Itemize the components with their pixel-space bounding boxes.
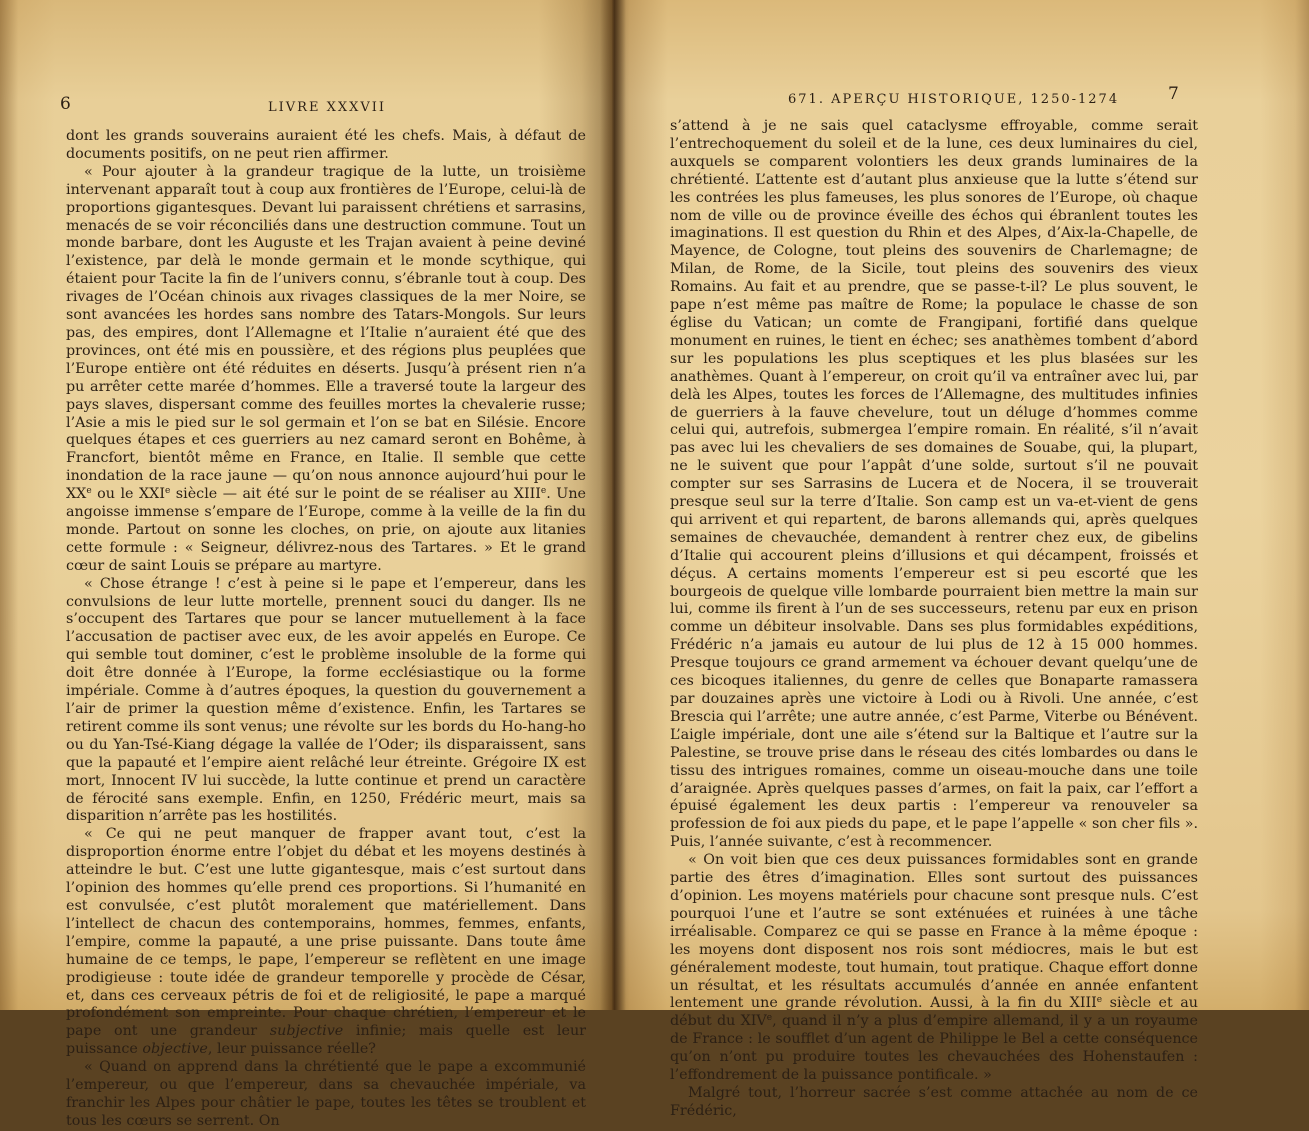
running-head: 671. APERÇU HISTORIQUE, 1250-1274: [788, 92, 1120, 107]
body-text: [670, 118, 1198, 1121]
paragraph: « Chose étrange ! c’est à peine si le pape et l’empereur, dans les convulsions de leur lutte mortelle, prennent souci du danger. Ils ne s’occupent des Tartares que pour se lancer mutuellement à la face l’accusation de pactiser avec eux, de les avoir appelés en Europe. Ce qui semble tout dominer, c’est le problème insoluble de la forme qui doit être donnée à l’Europe, la forme ecclésiastique ou la forme impériale. Comme à d’autres époques, la question du gouvernement a l’air de primer la question même d’existence. Enfin, les Tartares se retirent comme ils sont venus; une révolte sur les bords du Ho-hang-ho ou du Yan-Tsé-Kiang dégage la vallée de l’Oder; ils disparaissent, sans que la papauté et l’empire aient relâché leur étreinte. Grégoire IX est mort, Innocent IV lui succède, la lutte continue et prend un caractère de férocité sans exemple. Enfin, en 1250, Frédéric meurt, mais sa disparition n’arrête pas les hostilités.: [66, 575, 586, 825]
body-text: [66, 128, 586, 1131]
paragraph: « Quand on apprend dans la chrétienté que le pape a excommunié l’empereur, ou que l’empereur, dans sa chevauchée impériale, va franchir les Alpes pour châtier le pape, toutes les têtes se troublent et tous les cœurs se serrent. On: [66, 1059, 586, 1129]
page-number: 7: [1168, 84, 1179, 104]
left-page: [0, 0, 612, 1129]
paragraph: « On voit bien que ces deux puissances formidables sont en grande partie des êtres d’imagination. Elles sont surtout des puissances d’opinion. Les moyens matériels pour chacune sont presque nuls. C’est pourquoi l’une et l’autre se sont exténuées et ruinées à une tâche irréalisable. Comparez ce qui se passe en France à la même époque : les moyens dont disposent nos rois sont médiocres, mais le but est généralement modeste, tout humain, tout pratique. Chaque effort donne un résultat, et les résultats accumulés d’année en année enfantent lentement une grande révolution. Aussi, à la fin du XIIIe siècle et au début du XIVe, quand il n’y a plus d’empire allemand, il y a un royaume de France : le soufflet d’un agent de Philippe le Bel a cette conséquence qu’on n’ont pu produire toutes les chevauchées des Hohenstaufen : l’effondrement de la puissance pontificale. »: [670, 852, 1198, 1084]
paragraph: « Ce qui ne peut manquer de frapper avant tout, c’est la disproportion énorme entre l’objet du débat et les moyens destinés à atteindre le but. C’est une lutte gigantesque, mais c’est surtout dans l’opinion des hommes qu’elle prend ces proportions. Si l’humanité en est convulsée, c’est plutôt moralement que matériellement. Dans l’intellect de chacun des contemporains, hommes, femmes, enfants, l’empire, comme la papauté, a une prise puissante. Dans toute âme humaine de ce temps, le pape, l’empereur se reflètent en une image prodigieuse : toute idée de grandeur temporelle y procède de César, et, dans ces cerveaux pétris de foi et de religiosité, le pape a marqué profondément son empreinte. Pour chaque chrétien, l’empereur et le pape ont une grandeur subjective infinie; mais quelle est leur puissance objective, leur puissance réelle?: [66, 826, 586, 1058]
paragraph: « Pour ajouter à la grandeur tragique de la lutte, un troisième intervenant apparaît tout à coup aux frontières de l’Europe, celui-là de proportions gigantesques. Devant lui paraissent chrétiens et sarrasins, menacés de se voir réconciliés dans une destruction commune. Tout un monde barbare, dont les Auguste et les Trajan avaient à peine deviné l’existence, par delà le monde germain et le monde scythique, qui étaient pour Tacite la fin de l’univers connu, s’ébranle tout à coup. Des rivages de l’Océan chinois aux rivages classiques de la mer Noire, se sont avancées les hordes sans nombre des Tatars-Mongols. Sur leurs pas, des empires, dont l’Allemagne et l’Italie n’auraient été que des provinces, ont été mis en poussière, et des régions plus peuplées que l’Europe entière ont été réduites en déserts. Jusqu’à présent rien n’a pu arrêter cette marée d’hommes. Elle a traversé toute la largeur des pays slaves, dispersant comme des feuilles mortes la chevalerie russe; l’Asie a mis le pied sur le sol germain et l’on se bat en Silésie. Encore quelques étapes et ces guerriers au nez camard seront en Bohême, à Francfort, bientôt même en France, en Italie. Il semble que cette inondation de la race jaune — qu’on nous annonce aujourd’hui pour le XXe ou le XXIe siècle — ait été sur le point de se réaliser au XIIIe. Une angoisse immense s’empare de l’Europe, comme à la veille de la fin du monde. Partout on sonne les cloches, on prie, on ajoute aux litanies cette formule : « Seigneur, délivrez-nous des Tartares. » Et le grand cœur de saint Louis se prépare au martyre.: [66, 163, 586, 574]
paragraph: s’attend à je ne sais quel cataclysme effroyable, comme serait l’entrechoquement du soleil et de la lune, ces deux luminaires du ciel, auxquels se comparent volontiers les deux grands luminaires de la chrétienté. L’attente est d’autant plus anxieuse que la lutte s’étend sur les contrées les plus fameuses, les plus sonores de l’Europe, où chaque nom de ville ou de province éveille des échos qui ébranlent toutes les imaginations. Il est question du Rhin et des Alpes, d’Aix-la-Chapelle, de Mayence, de Cologne, tout pleins des souvenirs de Charlemagne; de Milan, de Rome, de la Sicile, tout pleins des souvenirs des vieux Romains. Au fait et au prendre, que se passe-t-il? Le plus souvent, le pape n’est même pas maître de Rome; la populace le chasse de son église du Vatican; un comte de Frangipani, fortifié dans quelque monument en ruines, le tient en échec; ses anathèmes tombent d’abord sur les populations les plus sceptiques et les plus blasées sur les anathèmes. Quant à l’empereur, on croit qu’il va entraîner avec lui, par delà les Alpes, toutes les forces de l’Allemagne, des multitudes infinies de guerriers à la fauve chevelure, tout un déluge d’hommes comme celui qui, autrefois, submergea l’empire romain. En réalité, s’il n’avait pas avec lui les chevaliers de ses domaines de Souabe, qui, la plupart, ne le suivent que pour l’appât d’une solde, surtout s’il ne pouvait compter sur ses Sarrasins de Lucera et de Nocera, il se trouverait presque seul sur la terre d’Italie. Son camp est un va-et-vient de gens qui arrivent et qui repartent, de barons allemands qui, après quelques semaines de chevauchée, demandent à rentrer chez eux, de gibelins d’Italie qui accourent pleins d’illusions et qui décampent, froissés et déçus. A certains moments l’empereur est si peu escorté que les bourgeois de quelque ville lombarde pourraient bien mettre la main sur lui, comme ils firent à l’un de ses successeurs, retenu par eux en prison comme un débiteur insolvable. Dans ses plus formidables expéditions, Frédéric n’a jamais eu autour de lui plus de 12 à 15 000 hommes. Presque toujours ce grand armement va échouer devant quelqu’une de ces bicoques italiennes, du genre de celles que Bonaparte ramassera par douzaines après une victoire à Lodi ou à Rivoli. Une année, c’est Brescia qui l’arrête; une autre année, c’est Parme, Viterbe ou Bénévent. L’aigle impériale, dont une aile s’étend sur la Baltique et l’autre sur la Palestine, se trouve prise dans le réseau des cités lombardes ou dans le tissu des intrigues romaines, comme un oiseau-mouche dans une toile d’araignée. Après quelques passes d’armes, on fait la paix, car l’effort a épuisé également les deux partis : l’empereur va renouveler sa profession de foi aux pieds du pape, et le pape l’appelle « son cher fils ». Puis, l’année suivante, c’est à recommencer.: [670, 118, 1199, 851]
paragraph: dont les grands souverains auraient été les chefs. Mais, à défaut de documents positifs, on ne peut rien affirmer.: [66, 128, 586, 162]
right-page: [612, 0, 1309, 1119]
page-number: 6: [60, 94, 71, 114]
book-gutter: [600, 0, 626, 1010]
running-head: LIVRE XXXVII: [268, 100, 386, 115]
paragraph: Malgré tout, l’horreur sacrée s’est comme attachée au nom de ce Frédéric,: [670, 1084, 1198, 1119]
